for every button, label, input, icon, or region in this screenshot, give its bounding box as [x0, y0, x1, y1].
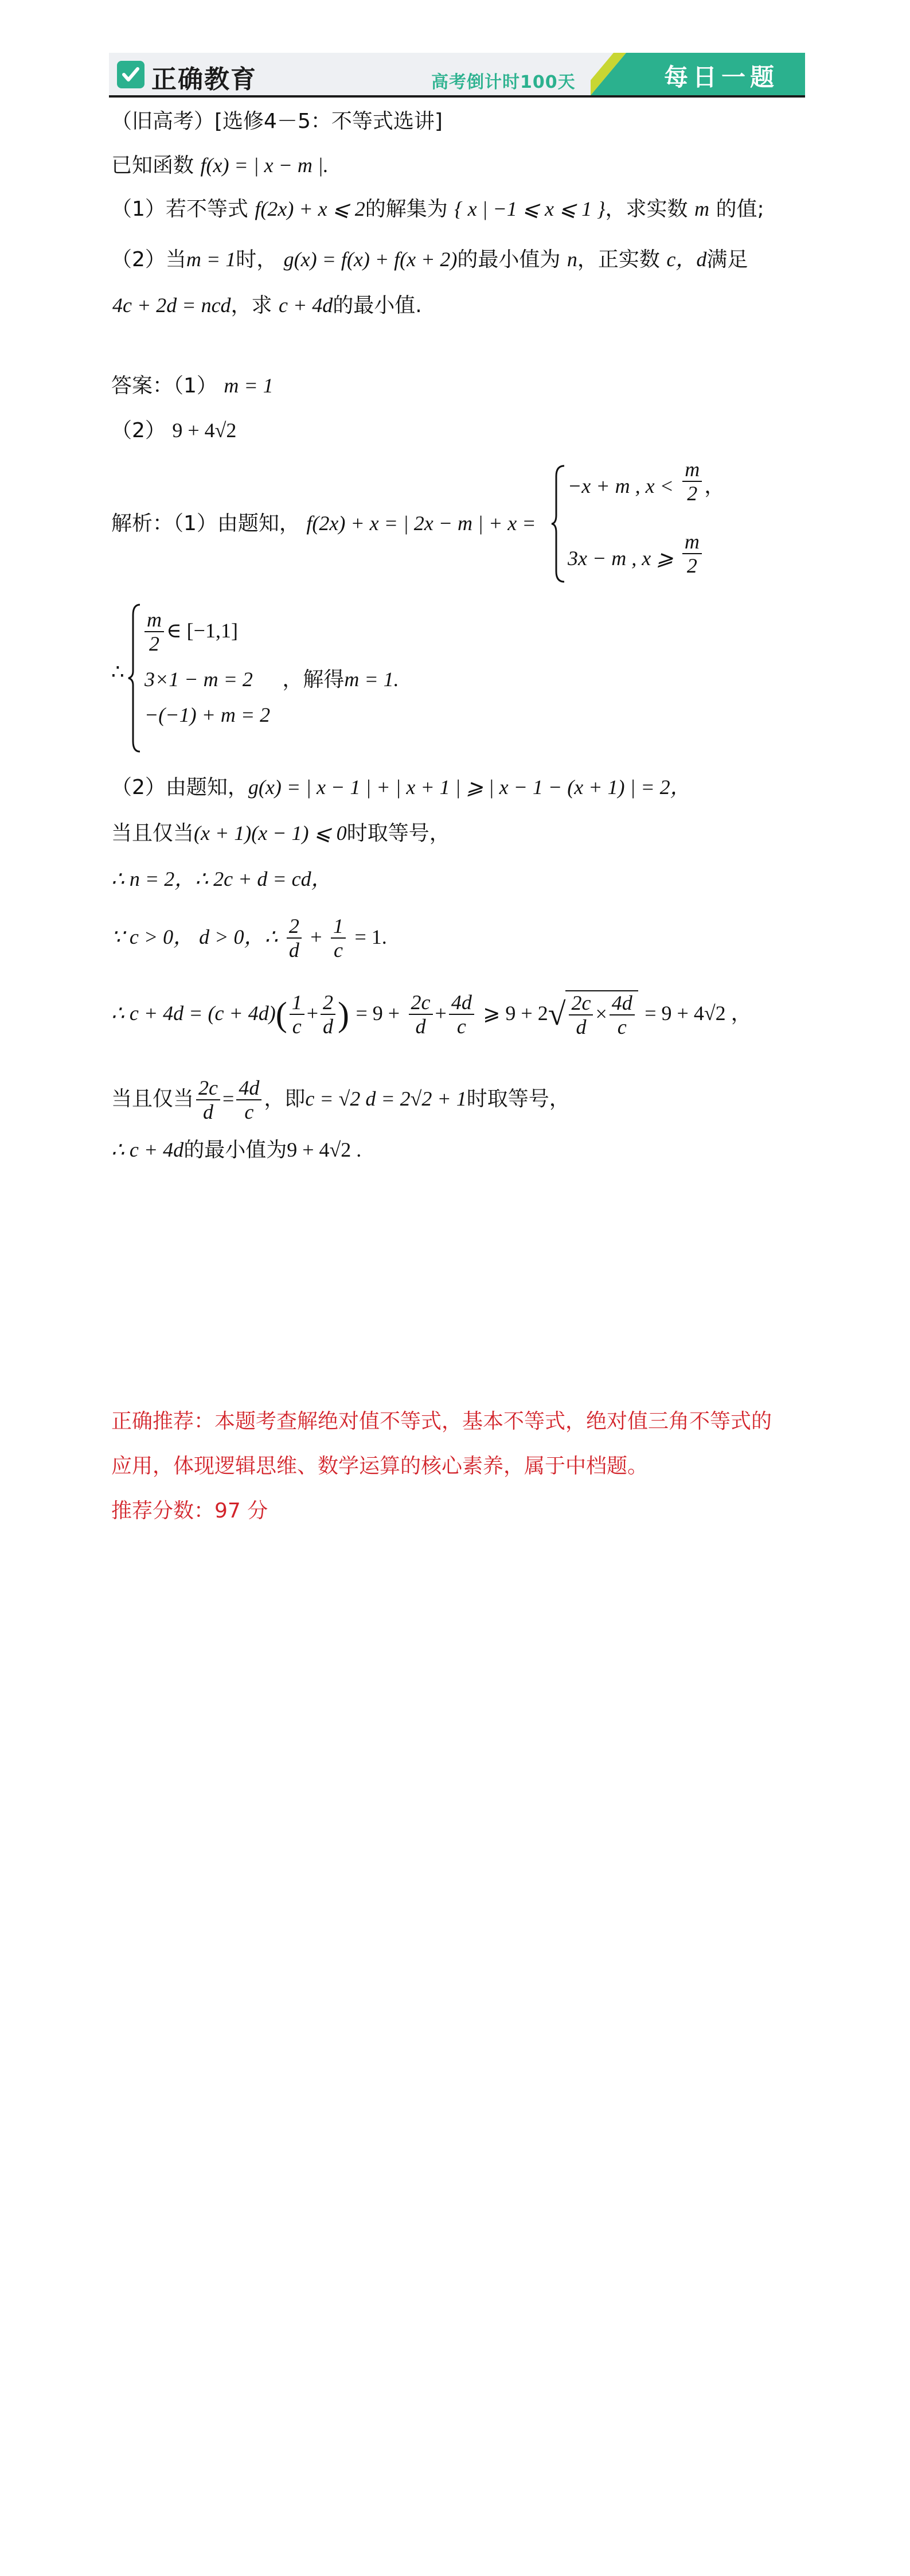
daily-banner — [591, 53, 805, 95]
analysis-equality: 当且仅当(x + 1)(x − 1) ⩽ 0时取等号， — [111, 822, 450, 845]
therefore-symbol: ∴ — [111, 660, 124, 684]
piece-row-1: −x + m , x < $\frac{m}{2}$ ， — [568, 458, 725, 505]
analysis-n-value: ∴ n = 2，∴ 2c + d = cd， — [111, 867, 332, 890]
analysis-conclusion: ∴ c + 4d的最小值为9 + 4√2 . — [111, 1138, 362, 1162]
answer-line1: 答案：（1） m = 1 — [111, 374, 274, 398]
brand-name: 正确教育 — [151, 65, 257, 94]
analysis-equality-cond: 当且仅当 $\frac{2c}{d}$ = $\frac{4d}{c}$ ，即c = √2 d = 2√2 + 1时取等号， — [111, 1076, 570, 1123]
check-icon — [120, 64, 141, 85]
recommend-score: 推荐分数：97 分 — [111, 1499, 268, 1523]
question-part1: （1）若不等式 f(2x) + x ⩽ 2的解集为 { x | −1 ⩽ x ⩽ 1 }，求实数 m 的值; — [111, 197, 764, 221]
piece-row-2: 3x − m , x ⩾ $\frac{m}{2}$ — [568, 542, 704, 577]
question-tag: （旧高考）[选修4－5：不等式选讲] — [111, 110, 443, 133]
system-brace-icon — [127, 604, 142, 753]
header-banner — [109, 53, 805, 98]
analysis-cd-positive: ∵ c > 0， d > 0，∴ $\frac{2}{d}$ + $\frac{1}{c}$ = 1. — [111, 915, 387, 962]
system-row-2: 3×1 − m = 2 ，解得m = 1. — [144, 668, 399, 691]
question-part2-line1: （2）当m = 1时， g(x) = f(x) + f(x + 2)的最小值为 n，正实数 c，d满足 — [111, 248, 748, 271]
recommend-line2: 应用，体现逻辑思维、数学运算的核心素养，属于中档题。 — [111, 1454, 649, 1478]
countdown-text: 高考倒计时100天 — [431, 72, 576, 92]
analysis-part2: （2）由题知，g(x) = | x − 1 | + | x + 1 | ⩾ | x − 1 − (x + 1) | = 2， — [111, 776, 691, 799]
answer-line2: （2） 9 + 4√2 — [111, 419, 237, 442]
logo — [117, 61, 144, 88]
brace-icon — [550, 465, 568, 583]
system-row-3: −(−1) + m = 2 — [144, 703, 271, 726]
question-part2-line2: 4c + 2d = ncd，求 c + 4d的最小值. — [112, 294, 422, 317]
analysis-label: 解析：（1）由题知， f(2x) + x = | 2x − m | + x = — [111, 512, 536, 535]
recommend-line1: 正确推荐：本题考查解绝对值不等式，基本不等式，绝对值三角不等式的 — [111, 1410, 772, 1433]
question-intro: 已知函数 f(x) = | x − m |. — [111, 154, 329, 177]
daily-title: 每日一题 — [664, 63, 779, 91]
system-row-1: $\frac{m}{2}$ ∈ [−1,1] — [144, 608, 238, 655]
analysis-inequality: ∴ c + 4d = (c + 4d)( $\frac{1}{c}$ + $\frac{2}{d}$ ) = 9 + $\frac{2c}{d}$ + $\frac{4d}{c}$ ⩾ 9 + 2√ $\frac{2c}{d}$ × $\frac{4d}{c}$ = 9 + 4√2 ， — [111, 991, 752, 1038]
